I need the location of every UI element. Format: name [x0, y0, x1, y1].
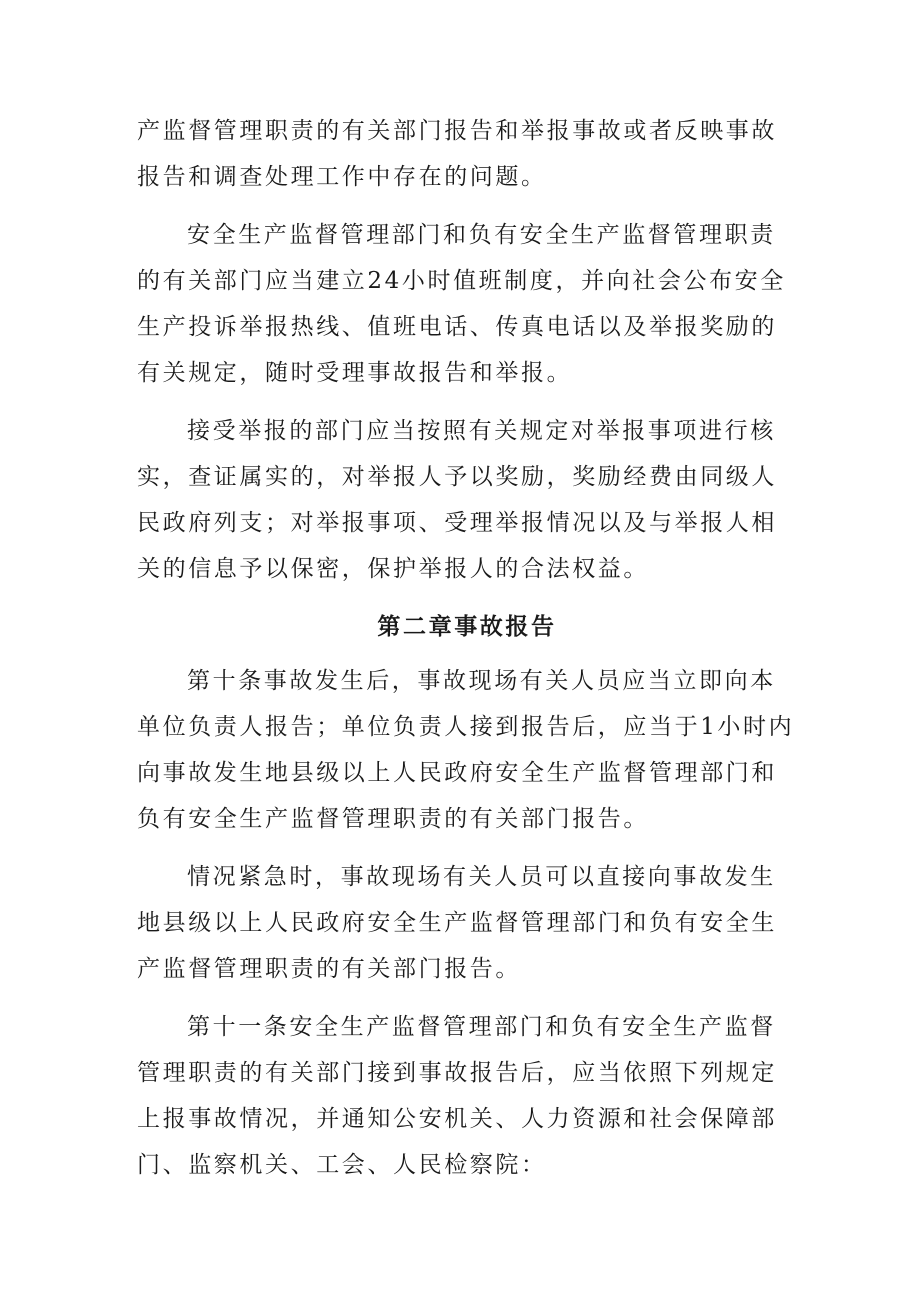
paragraph-emergency: 情况紧急时，事故现场有关人员可以直接向事故发生地县级以上人民政府安全生产监督管理部门和负有安全生产监督管理职责的有关部门报告。	[137, 864, 777, 982]
paragraph-continuation: 产监督管理职责的有关部门报告和举报事故或者反映事故报告和调查处理工作中存在的问题。	[137, 118, 777, 190]
paragraph-article-10: 第十条事故发生后，事故现场有关人员应当立即向本单位负责人报告；单位负责人接到报告后，应当于1小时内向事故发生地县级以上人民政府安全生产监督管理部门和负有安全生产监督管理职责的有关部门报告。	[137, 668, 795, 832]
paragraph-article-11: 第十一条安全生产监督管理部门和负有安全生产监督管理职责的有关部门接到事故报告后，应当依照下列规定上报事故情况，并通知公安机关、人力资源和社会保障部门、监察机关、工会、人民检察院：	[137, 1014, 777, 1178]
paragraph-duty-system: 安全生产监督管理部门和负有安全生产监督管理职责的有关部门应当建立24小时值班制度，并向社会公布安全生产投诉举报热线、值班电话、传真电话以及举报奖励的有关规定，随时受理事故报告和举报。	[137, 222, 786, 386]
chapter-heading: 第二章事故报告	[377, 613, 557, 640]
document-body	[137, 108, 797, 1200]
paragraph-report-verification: 接受举报的部门应当按照有关规定对举报事项进行核实，查证属实的，对举报人予以奖励，奖励经费由同级人民政府列支；对举报事项、受理举报情况以及与举报人相关的信息予以保密，保护举报人的合法权益。	[137, 418, 777, 582]
